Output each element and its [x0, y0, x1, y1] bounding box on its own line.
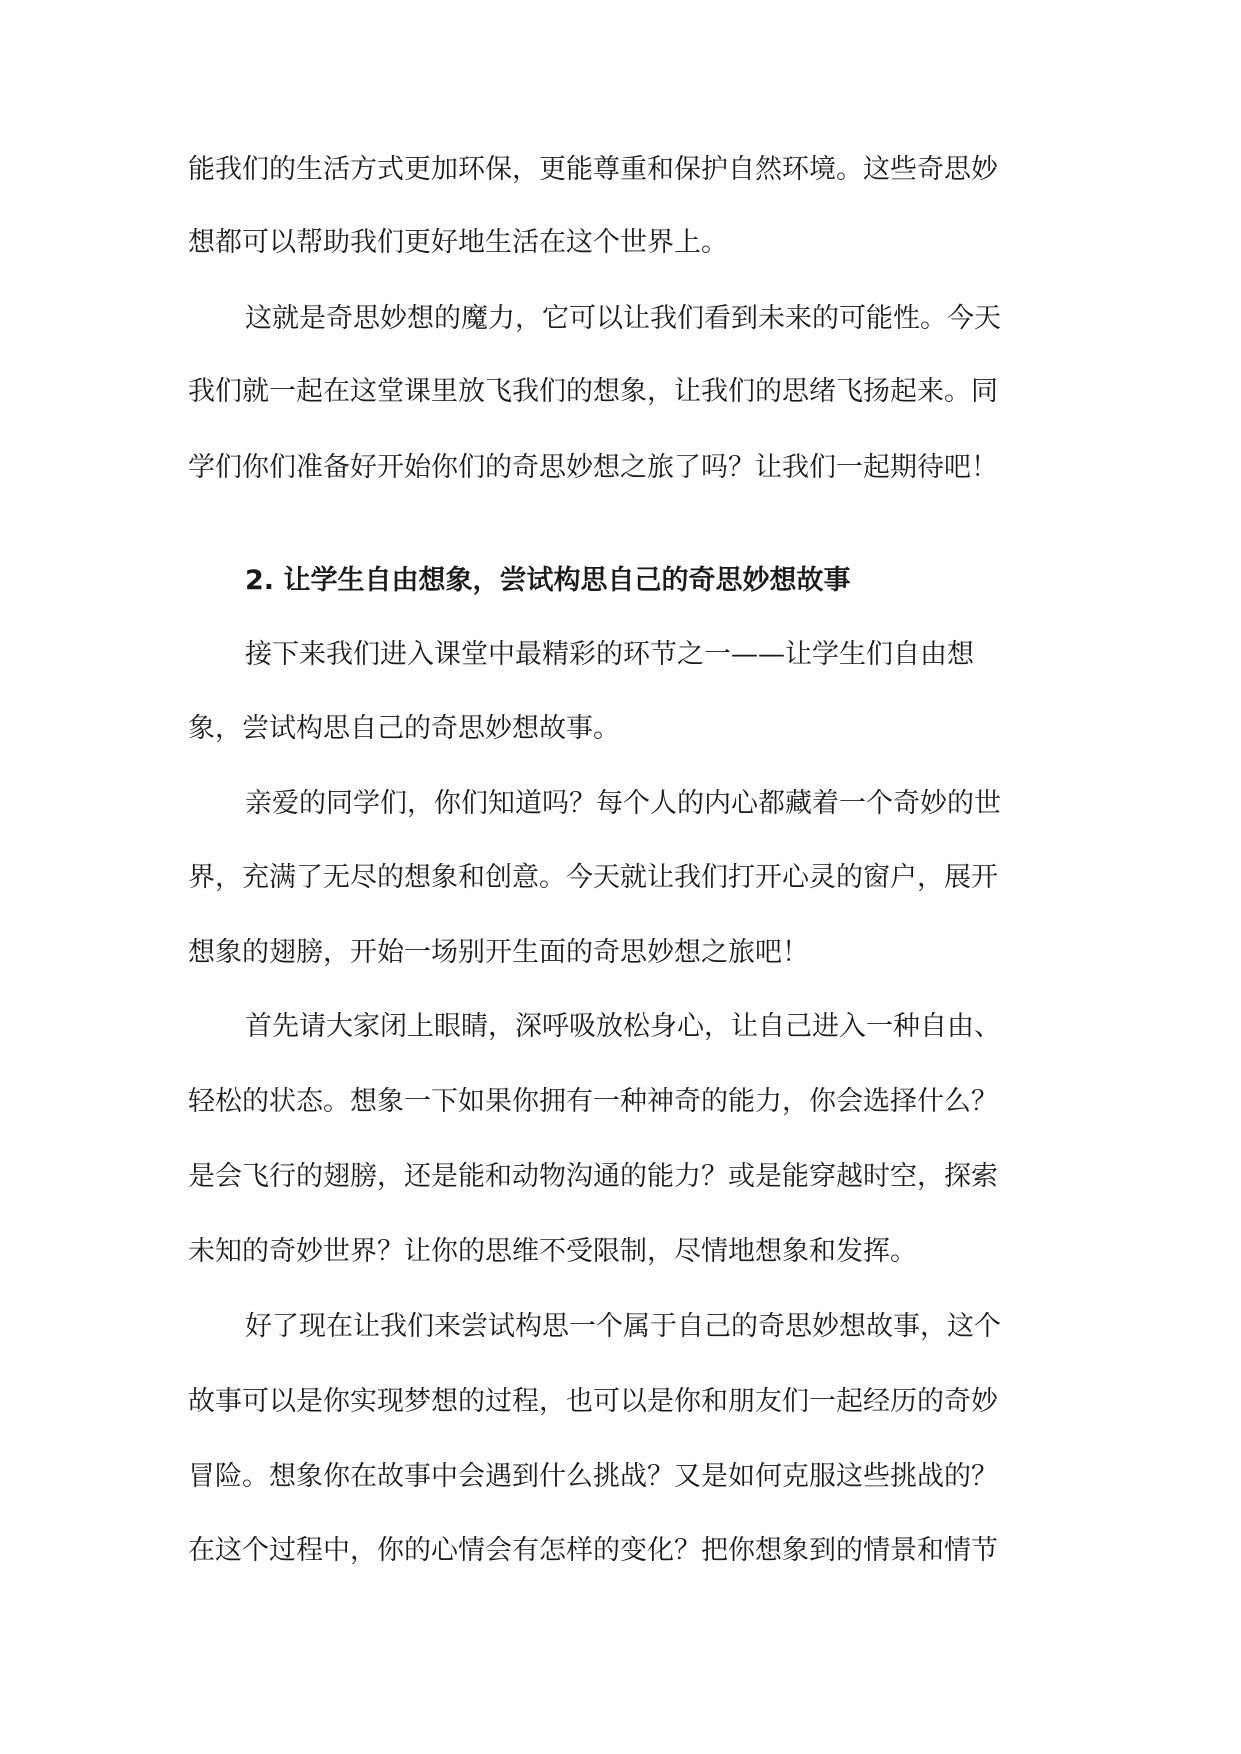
paragraph-6-line-2: 故事可以是你实现梦想的过程，也可以是你和朋友们一起经历的奇妙 [188, 1386, 998, 1417]
paragraph-2-line-3: 学们你们准备好开始你们的奇思妙想之旅了吗？让我们一起期待吧！ [188, 452, 998, 483]
paragraph-6-line-4: 在这个过程中，你的心情会有怎样的变化？把你想象到的情景和情节 [188, 1535, 998, 1566]
paragraph-3-line-1: 接下来我们进入课堂中最精彩的环节之一——让学生们自由想 [245, 639, 974, 670]
paragraph-4-line-2: 界，充满了无尽的想象和创意。今天就让我们打开心灵的窗户，展开 [188, 862, 998, 893]
paragraph-5-line-4: 未知的奇妙世界？让你的思维不受限制，尽情地想象和发挥。 [188, 1236, 917, 1267]
paragraph-1-line-1: 能我们的生活方式更加环保，更能尊重和保护自然环境。这些奇思妙 [188, 154, 998, 185]
paragraph-4-line-3: 想象的翅膀，开始一场别开生面的奇思妙想之旅吧！ [188, 937, 809, 968]
paragraph-2-line-1: 这就是奇思妙想的魔力，它可以让我们看到未来的可能性。今天 [245, 303, 1001, 334]
paragraph-6-line-1: 好了现在让我们来尝试构思一个属于自己的奇思妙想故事，这个 [245, 1311, 1001, 1342]
paragraph-3-line-2: 象，尝试构思自己的奇思妙想故事。 [188, 713, 620, 744]
paragraph-5-line-3: 是会飞行的翅膀，还是能和动物沟通的能力？或是能穿越时空，探索 [188, 1161, 998, 1192]
section-heading: 2. 让学生自由想象，尝试构思自己的奇思妙想故事 [245, 565, 851, 596]
paragraph-5-line-2: 轻松的状态。想象一下如果你拥有一种神奇的能力，你会选择什么？ [188, 1086, 998, 1117]
paragraph-1-line-2: 想都可以帮助我们更好地生活在这个世界上。 [188, 227, 728, 258]
paragraph-2-line-2: 我们就一起在这堂课里放飞我们的想象，让我们的思绪飞扬起来。同 [188, 376, 998, 407]
paragraph-6-line-3: 冒险。想象你在故事中会遇到什么挑战？又是如何克服这些挑战的？ [188, 1461, 998, 1492]
paragraph-4-line-1: 亲爱的同学们，你们知道吗？每个人的内心都藏着一个奇妙的世 [245, 788, 1001, 819]
paragraph-5-line-1: 首先请大家闭上眼睛，深呼吸放松身心，让自己进入一种自由、 [245, 1011, 1001, 1042]
